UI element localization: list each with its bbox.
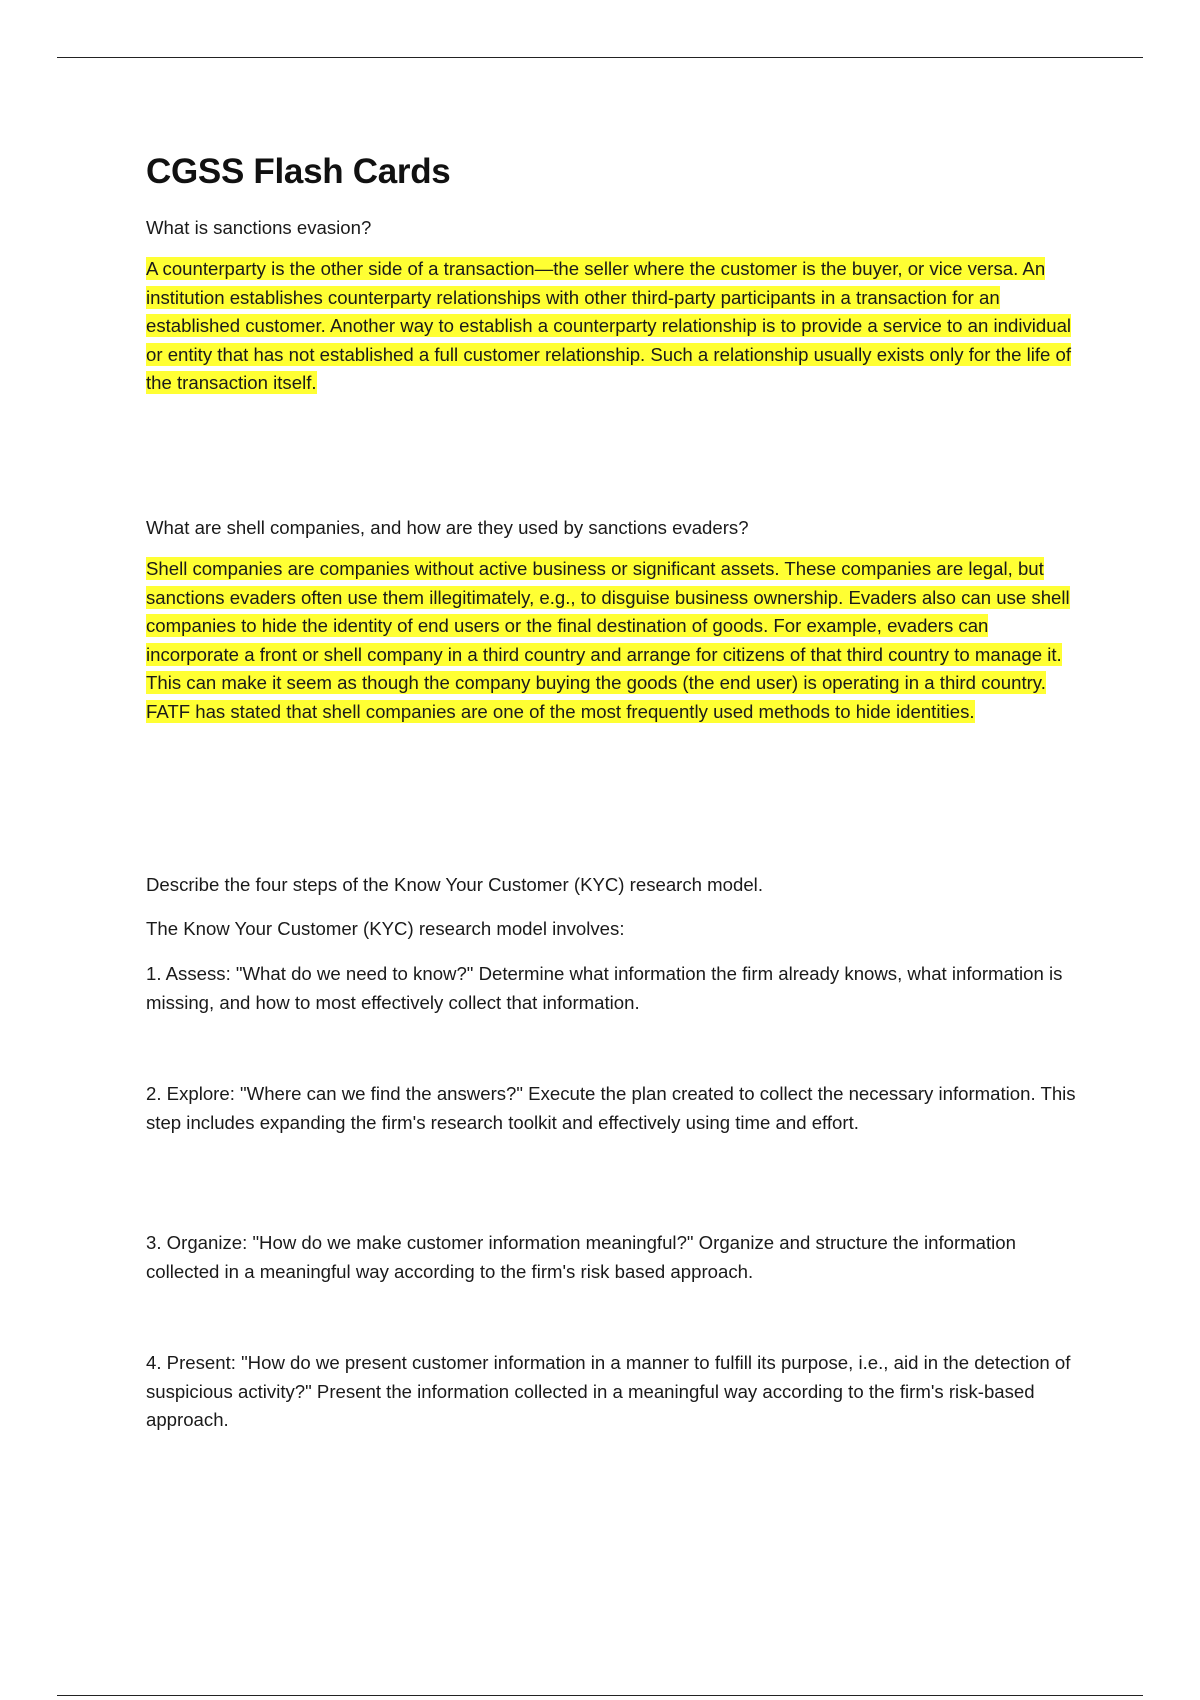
top-rule (57, 57, 1143, 58)
answer-1 (146, 255, 1086, 398)
answer-1-highlight: A counterparty is the other side of a transaction—the seller where the customer is the buyer, or vice versa. An institution establishes counterparty relationships with other third-party participants in a transaction for an established customer. Another way to establish a counterparty relationship is to provide a service to an individual or entity that has not established a full customer relationship. Such a relationship usually exists only for the life of the transaction itself. (146, 258, 1072, 393)
document-title: CGSS Flash Cards (146, 152, 451, 191)
answer-3-intro: The Know Your Customer (KYC) research model involves: (146, 918, 625, 939)
bottom-rule (57, 1695, 1143, 1696)
answer-2 (146, 555, 1086, 726)
kyc-step-explore: 2. Explore: "Where can we find the answers?" Execute the plan created to collect the necessary information. This step includes expanding the firm's research toolkit and effectively using time and effort. (146, 1083, 1076, 1133)
document-body (146, 148, 1086, 1430)
kyc-step-assess: 1. Assess: "What do we need to know?" Determine what information the firm already knows, what information is missing, and how to most effectively collect that information. (146, 963, 1063, 1013)
answer-2-highlight: Shell companies are companies without active business or significant assets. These companies are legal, but sanctions evaders often use them illegitimately, e.g., to disguise business ownership. Evaders also can use shell companies to hide the identity of end users or the final destination of goods. For example, evaders can incorporate a front or shell company in a third country and arrange for citizens of that third country to manage it. This can make it seem as though the company buying the goods (the end user) is operating in a third country. FATF has stated that shell companies are one of the most frequently used methods to hide identities. (146, 558, 1070, 722)
kyc-step-organize: 3. Organize: "How do we make customer information meaningful?" Organize and structure the information collected in a meaningful way according to the firm's risk based approach. (146, 1232, 1016, 1282)
question-2: What are shell companies, and how are they used by sanctions evaders? (146, 517, 749, 538)
question-3: Describe the four steps of the Know Your Customer (KYC) research model. (146, 874, 763, 895)
question-1: What is sanctions evasion? (146, 217, 372, 238)
kyc-step-present: 4. Present: "How do we present customer information in a manner to fulfill its purpose, i.e., aid in the detection of suspicious activity?" Present the information collected in a meaningful way according to the firm's risk-based approach. (146, 1352, 1071, 1430)
